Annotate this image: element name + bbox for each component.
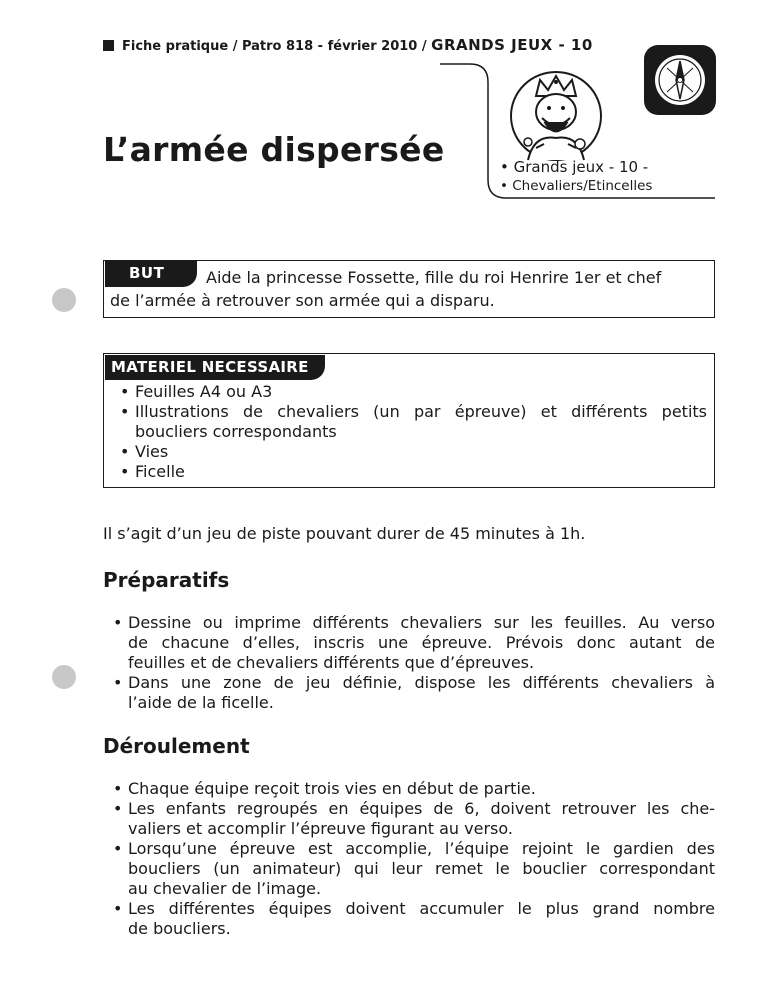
list-item (103, 839, 715, 899)
preparatifs-list (103, 613, 715, 713)
list-item-text: boucliers correspondants (135, 422, 337, 441)
king-illustration-icon (506, 68, 606, 164)
materials-list (110, 382, 707, 482)
bullet-icon: • (113, 839, 123, 858)
hole-punch-bottom (52, 665, 76, 689)
category-item: • Grands jeux - 10 - (500, 158, 649, 176)
section-heading-deroulement: Déroulement (103, 734, 250, 758)
list-item (103, 673, 715, 713)
list-item-text: Les enfants regroupés en équipes de 6, doivent retrouver les che- (128, 799, 715, 818)
bullet-icon: • (113, 899, 123, 918)
goal-tag-label: BUT (129, 264, 165, 282)
list-item-text: Dans une zone de jeu définie, dispose les différents chevaliers à (128, 673, 715, 692)
section-heading-preparatifs: Préparatifs (103, 568, 230, 592)
list-item-text: valiers et accomplir l’épreuve figurant au verso. (128, 819, 513, 838)
category-list (500, 158, 652, 196)
list-item-text: l’aide de la ficelle. (128, 693, 274, 712)
bullet-icon: • (120, 402, 130, 421)
goal-text-line: Aide la princesse Fossette, fille du roi Henrire 1er et chef (206, 268, 662, 287)
goal-tag (105, 260, 197, 287)
list-item (103, 899, 715, 939)
list-item-text: Les différentes équipes doivent accumuler le plus grand nombre (128, 899, 715, 918)
bullet-icon: • (120, 442, 130, 461)
list-item-text: feuilles et de chevaliers différents que d’épreuves. (128, 653, 535, 672)
bullet-icon: • (113, 673, 123, 692)
list-item (103, 613, 715, 673)
section-label: GRANDS JEUX - 10 (431, 36, 593, 54)
intro-paragraph: Il s’agit d’un jeu de piste pouvant durer de 45 minutes à 1h. (103, 524, 586, 543)
materials-tag-label: MATERIEL NECESSAIRE (111, 358, 309, 376)
list-item-text: Chaque équipe reçoit trois vies en début de partie. (128, 779, 536, 798)
list-item (110, 442, 707, 462)
list-item-text: boucliers (un animateur) qui leur remet le bouclier correspondant (128, 859, 715, 878)
list-item (110, 402, 707, 442)
list-item-text: de boucliers. (128, 919, 231, 938)
category-item: • Chevaliers/Etincelles (500, 178, 653, 194)
bullet-icon: • (120, 462, 130, 481)
list-item-text: Ficelle (135, 462, 185, 481)
bullet-icon: • (120, 382, 130, 401)
goal-text-line: de l’armée à retrouver son armée qui a disparu. (110, 291, 495, 310)
compass-icon (643, 44, 717, 116)
list-item (103, 799, 715, 839)
list-item (103, 779, 715, 799)
list-item (110, 462, 707, 482)
materials-tag (105, 355, 325, 380)
list-item-text: de chacune d’elles, inscris une épreuve. Prévois donc autant de (128, 633, 715, 652)
bullet-icon: • (113, 613, 123, 632)
list-item-text: au chevalier de l’image. (128, 879, 322, 898)
list-item-text: Illustrations de chevaliers (un par épreuve) et différents petits (135, 402, 707, 421)
hole-punch-top (52, 288, 76, 312)
list-item-text: Lorsqu’une épreuve est accomplie, l’équipe rejoint le gardien des (128, 839, 715, 858)
page-title: L’armée dispersée (103, 130, 445, 169)
deroulement-list (103, 779, 715, 939)
bullet-icon: • (113, 779, 123, 798)
list-item (110, 382, 707, 402)
breadcrumb-text: Fiche pratique / Patro 818 - février 2010 / (122, 39, 427, 54)
list-item-text: Feuilles A4 ou A3 (135, 382, 273, 401)
list-item-text: Vies (135, 442, 169, 461)
bullet-icon: • (113, 799, 123, 818)
list-item-text: Dessine ou imprime différents chevaliers sur les feuilles. Au verso (128, 613, 715, 632)
